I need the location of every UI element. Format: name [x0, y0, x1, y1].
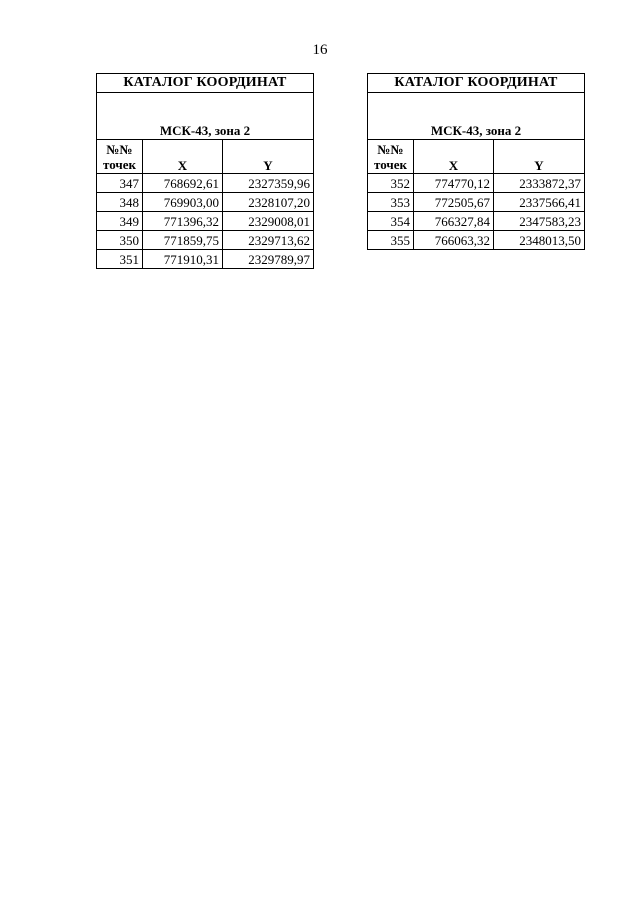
y-coordinate-cell: 2347583,23: [494, 212, 585, 231]
table-row: [97, 174, 314, 193]
x-coordinate-cell: 766327,84: [414, 212, 494, 231]
point-number-cell: 354: [368, 212, 414, 231]
y-coordinate-cell: 2348013,50: [494, 231, 585, 250]
y-coordinate-cell: 2329713,62: [223, 231, 314, 250]
point-number-cell: 355: [368, 231, 414, 250]
header-x: X: [414, 140, 494, 174]
coordinate-system-label: МСК-43, зона 2: [368, 93, 585, 140]
catalog-title: КАТАЛОГ КООРДИНАТ: [97, 74, 314, 93]
point-number-cell: 351: [97, 250, 143, 269]
coordinate-system-label: МСК-43, зона 2: [97, 93, 314, 140]
header-y: Y: [223, 140, 314, 174]
y-coordinate-cell: 2328107,20: [223, 193, 314, 212]
table-row: [97, 193, 314, 212]
y-coordinate-cell: 2329008,01: [223, 212, 314, 231]
x-coordinate-cell: 774770,12: [414, 174, 494, 193]
table-row: [368, 212, 585, 231]
table-row: [368, 174, 585, 193]
x-coordinate-cell: 768692,61: [143, 174, 223, 193]
x-coordinate-cell: 771396,32: [143, 212, 223, 231]
header-y: Y: [494, 140, 585, 174]
x-coordinate-cell: 772505,67: [414, 193, 494, 212]
x-coordinate-cell: 771910,31: [143, 250, 223, 269]
point-number-cell: 350: [97, 231, 143, 250]
header-point-number: №№ точек: [368, 140, 414, 174]
table-row: [368, 231, 585, 250]
point-number-cell: 347: [97, 174, 143, 193]
y-coordinate-cell: 2337566,41: [494, 193, 585, 212]
coordinate-catalog-table-right: [367, 73, 585, 250]
header-point-number: №№ точек: [97, 140, 143, 174]
page-number: 16: [312, 42, 328, 58]
point-number-cell: 353: [368, 193, 414, 212]
x-coordinate-cell: 769903,00: [143, 193, 223, 212]
header-x: X: [143, 140, 223, 174]
y-coordinate-cell: 2333872,37: [494, 174, 585, 193]
point-number-cell: 349: [97, 212, 143, 231]
x-coordinate-cell: 771859,75: [143, 231, 223, 250]
table-row: [368, 193, 585, 212]
x-coordinate-cell: 766063,32: [414, 231, 494, 250]
catalog-title: КАТАЛОГ КООРДИНАТ: [368, 74, 585, 93]
y-coordinate-cell: 2327359,96: [223, 174, 314, 193]
coordinate-catalog-table-left: [96, 73, 314, 269]
table-row: [97, 250, 314, 269]
point-number-cell: 352: [368, 174, 414, 193]
table-row: [97, 231, 314, 250]
point-number-cell: 348: [97, 193, 143, 212]
table-row: [97, 212, 314, 231]
y-coordinate-cell: 2329789,97: [223, 250, 314, 269]
